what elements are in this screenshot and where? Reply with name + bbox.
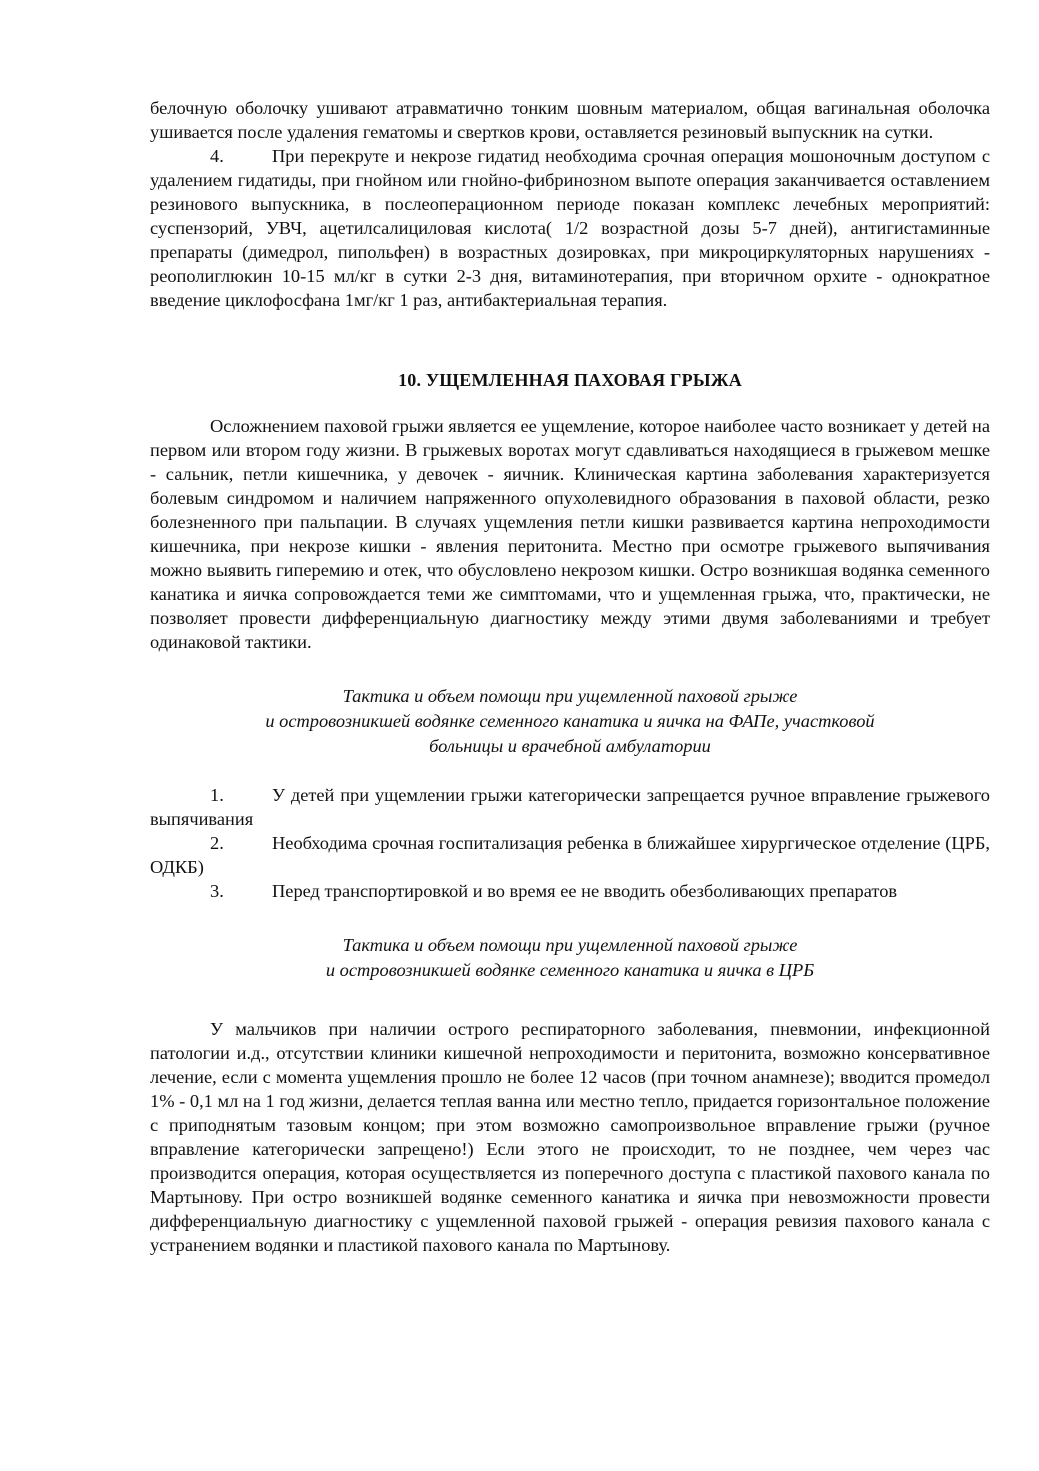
intro-paragraph: белочную оболочку ушивают атравматично тонким шовным материалом, общая вагинальная оболочка ушивается после удаления гематомы и свертков крови, оставляется резиновый выпускник на сутки. bbox=[150, 98, 990, 142]
list-item-text: При перекруте и некрозе гидатид необходима срочная операция мошоночным доступом с удалением гидатиды, при гнойном или гнойно-фибринозном выпоте операция заканчивается оставлением резинового выпускника, в послеоперационном периоде показан комплекс лечебных мероприятий: суспензорий, УВЧ, ацетилсалициловая кислота( 1/2 возрастной дозы 5-7 дней), антигистаминные препараты (димедрол, пипольфен) в возрастных дозировках, при микроциркуляторных нарушениях - реополиглюкин 10-15 мл/кг в сутки 2-3 дня, витаминотерапия, при вторичном орхите - однократное введение циклофосфана 1мг/кг 1 раз, антибактериальная терапия. bbox=[150, 146, 990, 310]
crb-paragraph: У мальчиков при наличии острого респираторного заболевания, пневмонии, инфекционной патологии и.д., отсутствии клиники кишечной непроходимости и перитонита, возможно консервативное лечение, если с момента ущемления прошло не более 12 часов (при точном анамнезе); вводится промедол 1% - 0,1 мл на 1 год жизни, делается теплая ванна или местно тепло, придается горизонтальное положение с приподнятым тазовым концом; при этом возможно самопроизвольное вправление грыжи (ручное вправление категорически запрещено!) Если этого не происходит, то не позднее, чем через час производится операция, которая осуществляется из поперечного доступа с пластикой пахового канала по Мартынову. При остро возникшей водянке семенного канатика и яичка при невозможности провести дифференциальную диагностику с ущемленной паховой грыжей - операция ревизия пахового канала с устранением водянки и пластикой пахового канала по Мартынову. bbox=[150, 1019, 990, 1255]
list-item-text: Перед транспортировкой и во время ее не вводить обезболивающих препаратов bbox=[272, 881, 898, 901]
subheading-crb bbox=[150, 933, 990, 983]
list-item-number: 3. bbox=[210, 881, 224, 901]
subheading-crb-line-2: и островозникшей водянке семенного канатика и яичка в ЦРБ bbox=[325, 960, 815, 980]
list-item-number: 4. bbox=[210, 146, 224, 166]
list-item-number: 1. bbox=[210, 785, 224, 805]
list-item-text: У детей при ущемлении грыжи категорически запрещается ручное вправление грыжевого выпячивания bbox=[150, 785, 990, 829]
list-item bbox=[150, 783, 990, 831]
list-item bbox=[150, 831, 990, 879]
subheading-fap-line-2: и островозникшей водянке семенного канатика и яичка на ФАПе, участковой bbox=[265, 711, 875, 731]
subheading-fap-line-3: больницы и врачебной амбулатории bbox=[429, 736, 711, 756]
section-heading: 10. УЩЕМЛЕННАЯ ПАХОВАЯ ГРЫЖА bbox=[398, 370, 742, 390]
list-item-number: 2. bbox=[210, 833, 224, 853]
section-paragraph: Осложнением паховой грыжи является ее ущемление, которое наиболее часто возникает у детей на первом или втором году жизни. В грыжевых воротах могут сдавливаться находящиеся в грыжевом мешке - сальник, петли кишечника, у девочек - яичник. Клиническая картина заболевания характеризуется болевым синдромом и наличием напряженного опухолевидного образования в паховой области, резко болезненного при пальпации. В случаях ущемления петли кишки развивается картина непроходимости кишечника, при некрозе кишки - явления перитонита. Местно при осмотре грыжевого выпячивания можно выявить гиперемию и отек, что обусловлено некрозом кишки. Остро возникшая водянка семенного канатика и яичка сопровождается теми же симптомами, что и ущемленная грыжа, что, практически, не позволяет провести дифференциальную диагностику между этими двумя заболеваниями и требует одинаковой тактики. bbox=[150, 416, 990, 652]
document-page bbox=[150, 96, 990, 1257]
subheading-crb-line-1: Тактика и объем помощи при ущемленной паховой грыже bbox=[342, 935, 798, 955]
fap-list bbox=[150, 783, 990, 903]
subheading-fap-line-1: Тактика и объем помощи при ущемленной паховой грыже bbox=[342, 686, 798, 706]
subheading-fap bbox=[150, 684, 990, 759]
list-item-4 bbox=[150, 144, 990, 312]
list-item bbox=[150, 879, 990, 903]
list-item-text: Необходима срочная госпитализация ребенка в ближайшее хирургическое отделение (ЦРБ, ОДКБ) bbox=[150, 833, 990, 877]
